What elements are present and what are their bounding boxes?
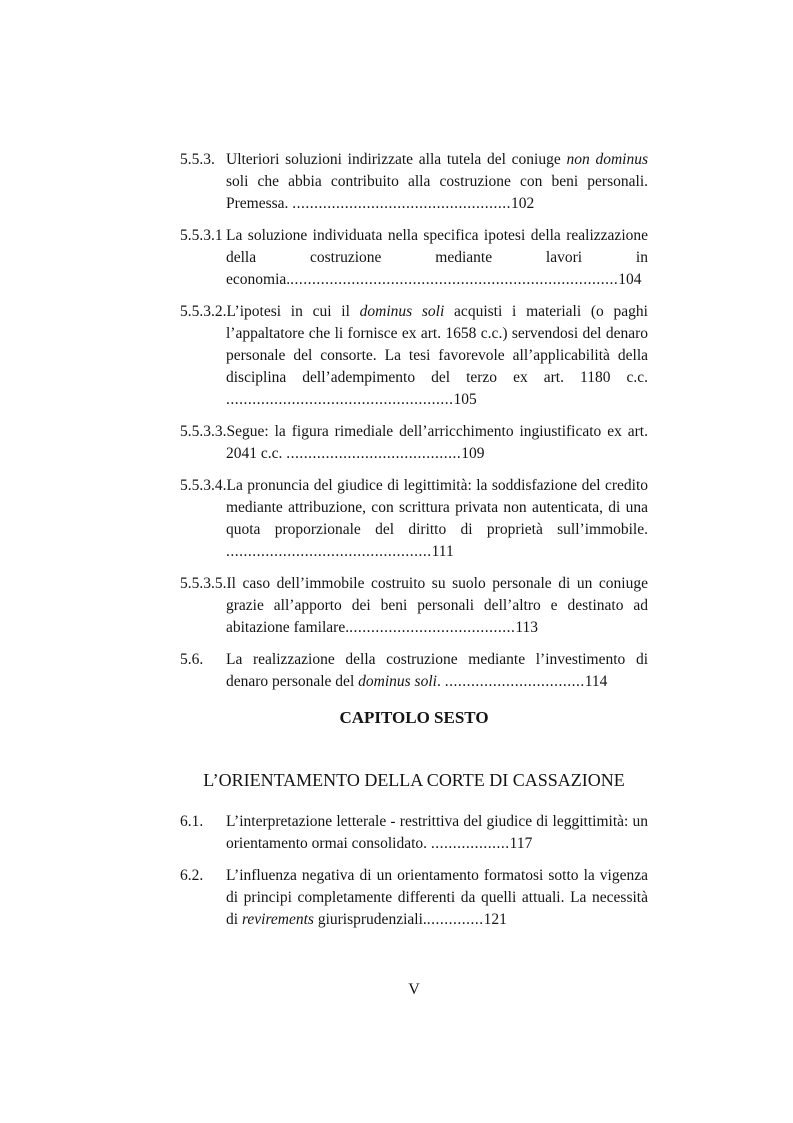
toc-leader-dots: .................. [430,835,510,852]
toc-leader-dots: ........................................ [286,445,462,462]
toc-entry-number: 5.5.3.4. [180,477,227,494]
toc-leader-dots: ............................................... [226,543,432,560]
toc-entry [180,421,648,465]
toc-page-number: 114 [584,673,608,690]
toc-entry [180,865,648,931]
toc-entry-tail [226,543,454,560]
toc-page-number: 104 [618,271,642,288]
toc-page-number: 113 [515,619,539,636]
toc-content [180,149,648,941]
chapter-heading: CAPITOLO SESTO [339,708,489,727]
toc-entry-text: Ulteriori soluzioni indirizzate alla tutela del coniuge [226,151,567,168]
toc-entry-text-italic: non dominus [566,151,648,168]
toc-entry [180,149,648,215]
toc-entry-number: 6.1. [180,813,204,830]
toc-leader-dots: ............. [426,911,484,928]
toc-page-number: 117 [509,835,533,852]
toc-entry-tail [349,619,538,636]
toc-leader-dots: .................................................. [292,195,512,212]
toc-page-number: 105 [453,391,477,408]
toc-entry-text: L’influenza negativa di un orientamento formatosi sotto la vigenza di principi completamente differenti da quelli attuali. La necessità di [226,867,648,928]
toc-section-chapter6 [180,811,648,931]
toc-entry-number: 6.2. [180,867,204,884]
toc-entry-tail [286,445,484,462]
toc-entry-tail [290,271,641,288]
toc-page-number: 102 [511,195,535,212]
toc-leader-dots: ........................................................................... [290,271,619,288]
toc-leader-dots: .................................................... [226,391,454,408]
toc-entry-tail [226,391,477,408]
toc-entry-text: L’interpretazione letterale - restrittiva del giudice di leggittimità: un orientamento ormai consolidato. [226,813,648,852]
toc-entry-number: 5.5.3.1 [180,227,223,244]
toc-entry-text: La soluzione individuata nella specifica ipotesi della realizzazione della costruzione mediante lavori in economia. [226,227,648,288]
toc-entry [180,573,648,639]
toc-entry [180,301,648,411]
toc-entry-text: . [436,673,445,690]
toc-entry [180,811,648,855]
toc-entry-number: 5.5.3.3. [180,423,227,440]
toc-entry-text: L’ipotesi in cui il [226,303,360,320]
toc-section-chapter5 [180,149,648,693]
chapter-title: L’ORIENTAMENTO DELLA CORTE DI CASSAZIONE [203,770,625,790]
toc-page-number: 121 [483,911,507,928]
toc-page-number: 111 [431,543,454,560]
toc-entry-text: La pronuncia del giudice di legittimità: la soddisfazione del credito mediante attribuzione, con scrittura privata non autenticata, di una quota proporzionale del diritto di proprietà sull’immobile. [226,477,648,538]
toc-entry-tail [427,911,507,928]
toc-entry [180,225,648,291]
toc-entry-text: Segue: la figura rimediale dell’arricchimento ingiustificato ex art. 2041 c.c. [226,423,648,462]
toc-entry-text: soli che abbia contribuito alla costruzione con beni personali. Premessa. [226,173,648,212]
toc-entry-text-italic: revirements [241,911,314,928]
toc-entry-number: 5.5.3. [180,151,215,168]
toc-entry-text: Il caso dell’immobile costruito su suolo personale di un coniuge grazie all’apporto dei beni personali dell’altro e destinato ad abitazione familare. [226,575,648,636]
toc-entry-number: 5.5.3.2. [180,303,227,320]
toc-entry-number: 5.6. [180,651,204,668]
toc-entry-text: acquisti i materiali (o paghi l’appaltatore che li fornisce ex art. 1658 c.c.) servendosi del denaro personale del consorte. La tesi favorevole all’applicabilità della disciplina dell’adempimento del terzo ex art. 1180 c.c. [226,303,648,386]
toc-entry-text-italic: dominus soli [359,303,445,320]
page-number-footer: V [408,981,420,998]
toc-leader-dots: ...................................... [349,619,516,636]
toc-entry [180,475,648,563]
toc-entry-text: La realizzazione della costruzione mediante l’investimento di denaro personale del [226,651,648,690]
toc-entry-tail [292,195,534,212]
toc-entry-text-italic: dominus soli [358,673,437,690]
toc-page-number: 109 [461,445,485,462]
toc-leader-dots: ................................ [444,673,585,690]
toc-entry-tail [445,673,608,690]
toc-entry [180,649,648,693]
toc-entry-text: giurisprudenziali. [313,911,427,928]
toc-entry-tail [431,835,532,852]
toc-entry-number: 5.5.3.5. [180,575,227,592]
